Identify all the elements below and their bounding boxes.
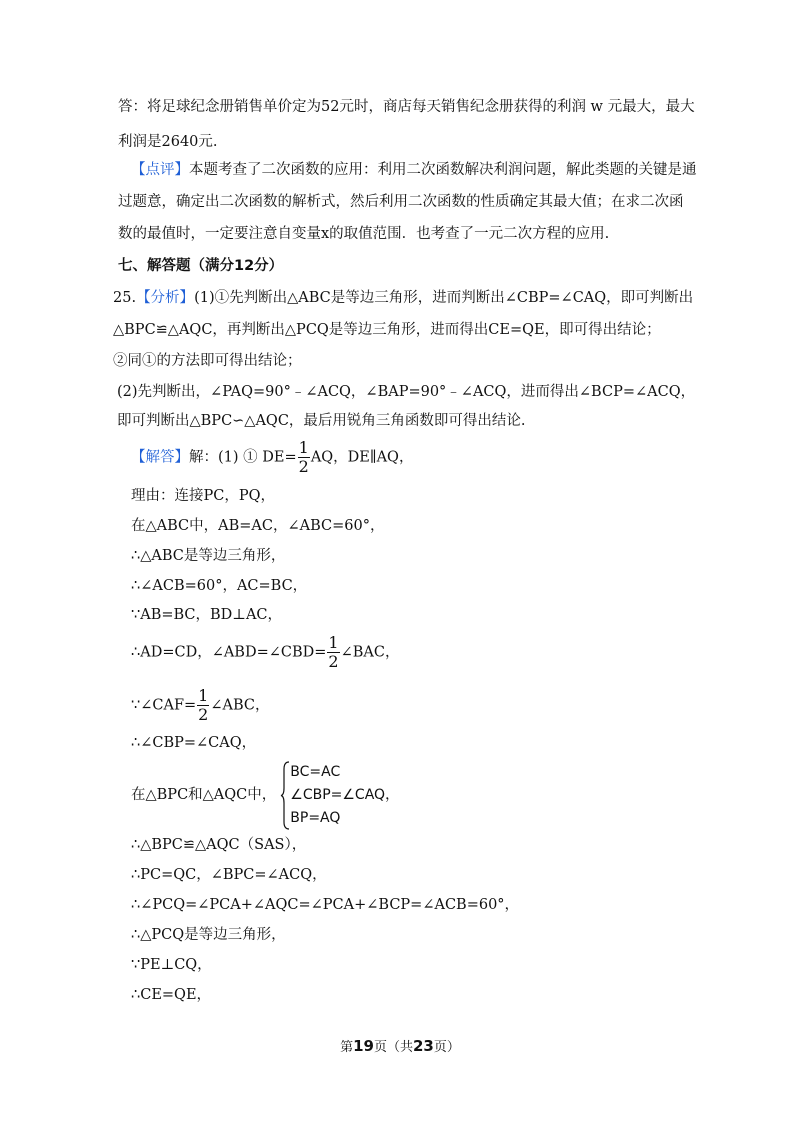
solution-line-12: ∴PC=QC，∠BPC=∠ACQ， <box>131 867 327 883</box>
comment-line-2: 过题意，确定出二次函数的解析式，然后利用二次函数的性质确定其最大值；在求二次函 <box>118 194 684 210</box>
total-page-number: 23 <box>413 1037 434 1055</box>
analysis-line-3: ②同①的方法即可得出结论； <box>113 353 302 369</box>
solution-line-16: ∴CE=QE， <box>131 987 212 1003</box>
answer-line-1: 答：将足球纪念册销售单价定为52元时，商店每天销售纪念册获得的利润 w 元最大，最大 <box>118 99 695 115</box>
solution-line-4: ∴△ABC是等边三角形， <box>131 548 286 564</box>
comment-line-1 <box>131 160 697 180</box>
system-row-3: BP=AQ <box>290 809 341 826</box>
comment-tag: 【点评】 <box>131 162 189 178</box>
solution-line-9: ∴∠CBP=∠CAQ， <box>131 735 257 751</box>
fraction-numerator: 1 <box>198 686 209 705</box>
equation-system <box>280 761 385 830</box>
solution-line-11: ∴△BPC≌△AQC（SAS）， <box>131 837 307 853</box>
fraction-one-half <box>327 635 339 670</box>
solution-text-b: ， <box>385 787 400 803</box>
solution-text-a: 在△BPC和△AQC中， <box>131 787 277 803</box>
fraction-denominator: 2 <box>328 652 339 671</box>
section-heading: 七、解答题（满分12分） <box>118 258 284 274</box>
solution-line-13: ∴∠PCQ=∠PCA+∠AQC=∠PCA+∠BCP=∠ACB=60°， <box>131 897 520 913</box>
analysis-line-4: (2)先判断出，∠PAQ=90°﹣∠ACQ，∠BAP=90°﹣∠ACQ，进而得出∠BCP=∠ACQ， <box>117 384 696 400</box>
solution-tag: 【解答】 <box>131 449 189 466</box>
solution-text-a: ∴AD=CD，∠ABD=∠CBD= <box>131 644 327 661</box>
solution-line-7 <box>131 635 399 670</box>
solution-line-15: ∵PE⊥CQ， <box>131 957 212 973</box>
current-page-number: 19 <box>353 1037 374 1055</box>
solution-line-1 <box>131 440 413 475</box>
page-footer <box>0 1036 800 1055</box>
fraction-one-half <box>298 440 310 475</box>
footer-pre: 第 <box>340 1040 354 1055</box>
solution-text-b: AQ，DE∥AQ， <box>310 449 414 466</box>
fraction-numerator: 1 <box>298 438 309 457</box>
fraction-one-half <box>197 688 209 723</box>
system-row-1: BC=AC <box>290 763 341 780</box>
fraction-denominator: 2 <box>198 705 209 724</box>
analysis-line-5: 即可判断出△BPC∽△AQC，最后用锐角三角函数即可得出结论. <box>117 413 526 429</box>
solution-text-b: ∠ABC， <box>210 697 270 714</box>
analysis-line-2: △BPC≌△AQC，再判断出△PCQ是等边三角形，进而得出CE=QE，即可得出结论； <box>113 322 661 338</box>
solution-line-8 <box>131 688 269 723</box>
fraction-denominator: 2 <box>298 457 309 476</box>
fraction-numerator: 1 <box>328 633 339 652</box>
analysis-line-1 <box>113 288 693 308</box>
solution-line-2: 理由：连接PC，PQ， <box>131 488 275 504</box>
question-number: 25. <box>113 290 137 306</box>
comment-line-3: 数的最值时，一定要注意自变量x的取值范围．也考查了一元二次方程的应用. <box>118 226 610 242</box>
solution-line-3: 在△ABC中，AB=AC，∠ABC=60°， <box>131 518 385 534</box>
answer-line-2: 利润是2640元. <box>118 134 218 150</box>
solution-text-a: ∵∠CAF= <box>131 697 197 714</box>
solution-line-14: ∴△PCQ是等边三角形， <box>131 927 286 943</box>
footer-post: 页） <box>433 1040 460 1055</box>
analysis-text: (1)①先判断出△ABC是等边三角形，进而判断出∠CBP=∠CAQ，即可判断出 <box>194 290 694 306</box>
solution-line-10 <box>131 759 400 831</box>
left-brace-icon <box>280 761 290 830</box>
system-row-2: ∠CBP=∠CAQ <box>290 786 386 803</box>
footer-mid: 页（共 <box>373 1040 413 1055</box>
solution-line-6: ∵AB=BC，BD⊥AC， <box>131 607 283 623</box>
solution-text-b: ∠BAC， <box>340 644 400 661</box>
solution-line-5: ∴∠ACB=60°，AC=BC， <box>131 578 308 594</box>
analysis-tag: 【分析】 <box>136 290 195 306</box>
comment-text: 本题考查了二次函数的应用：利用二次函数解决利润问题，解此类题的关键是通 <box>189 162 697 178</box>
solution-text-a: 解：(1) ① DE= <box>189 449 297 466</box>
